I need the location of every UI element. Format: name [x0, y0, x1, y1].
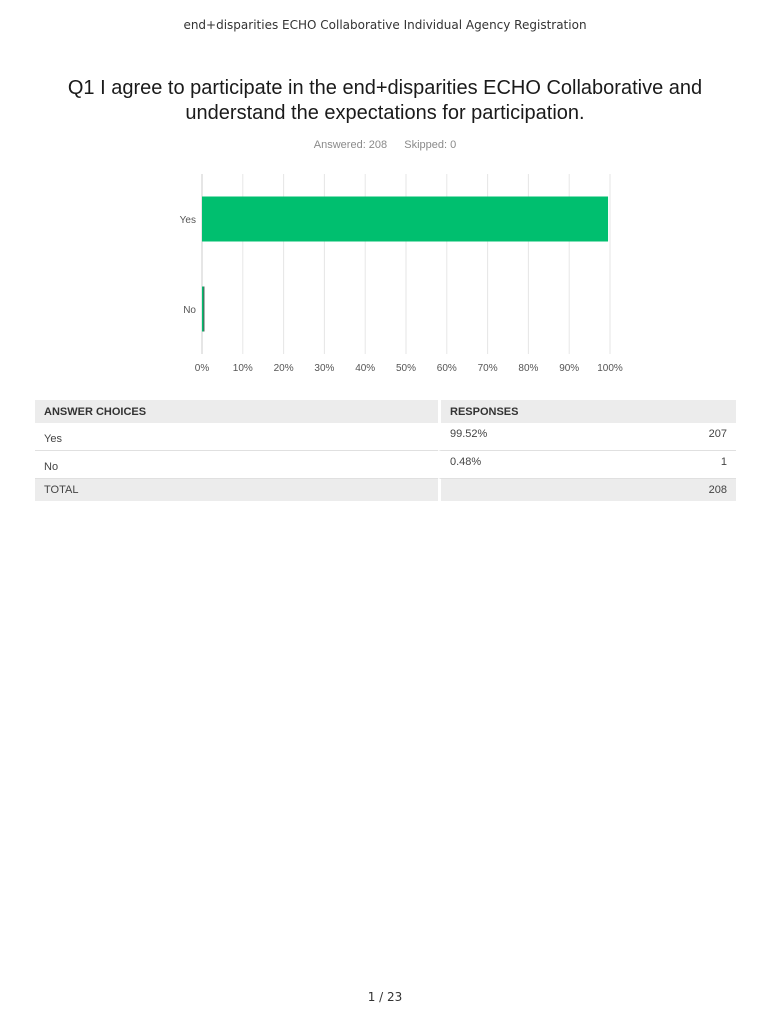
table-row — [35, 423, 736, 451]
x-tick-label: 80% — [518, 363, 539, 374]
y-category-label: Yes — [179, 215, 196, 226]
response-meta — [0, 139, 770, 151]
x-tick-label: 40% — [355, 363, 376, 374]
table-total-row — [35, 479, 736, 501]
x-tick-label: 20% — [273, 363, 294, 374]
response-count-no: 1 — [622, 451, 736, 479]
column-header-answer-choices: ANSWER CHOICES — [35, 400, 438, 423]
response-count-yes: 207 — [622, 423, 736, 451]
x-tick-label: 10% — [232, 363, 253, 374]
bar-chart — [150, 160, 630, 385]
x-tick-label: 50% — [395, 363, 417, 374]
table-header-row — [35, 400, 736, 423]
x-tick-label: 60% — [436, 363, 457, 374]
table-row — [35, 451, 736, 479]
question-title: Q1 I agree to participate in the end+disparities ECHO Collaborative and understand the expectations for participation. — [67, 77, 703, 124]
answer-choice-yes: Yes — [35, 423, 438, 451]
x-tick-label: 30% — [314, 363, 335, 374]
total-label: TOTAL — [35, 479, 438, 501]
response-percent-yes: 99.52% — [438, 423, 622, 451]
bar — [202, 197, 608, 242]
answered-count: Answered: 208 — [313, 139, 388, 151]
page-number: 1 / 23 — [367, 990, 403, 1004]
x-tick-label: 90% — [559, 363, 580, 374]
skipped-count: Skipped: 0 — [404, 139, 457, 151]
total-count: 208 — [622, 479, 736, 501]
x-tick-label: 0% — [194, 363, 210, 374]
x-tick-label: 70% — [477, 363, 498, 374]
total-spacer — [438, 479, 622, 501]
results-table — [35, 400, 736, 501]
column-header-responses: RESPONSES — [438, 400, 736, 423]
x-tick-label: 100% — [597, 363, 623, 374]
answer-choice-no: No — [35, 451, 438, 479]
response-percent-no: 0.48% — [438, 451, 622, 479]
y-category-label: No — [183, 305, 196, 316]
document-header: end+disparities ECHO Collaborative Individual Agency Registration — [183, 18, 587, 32]
